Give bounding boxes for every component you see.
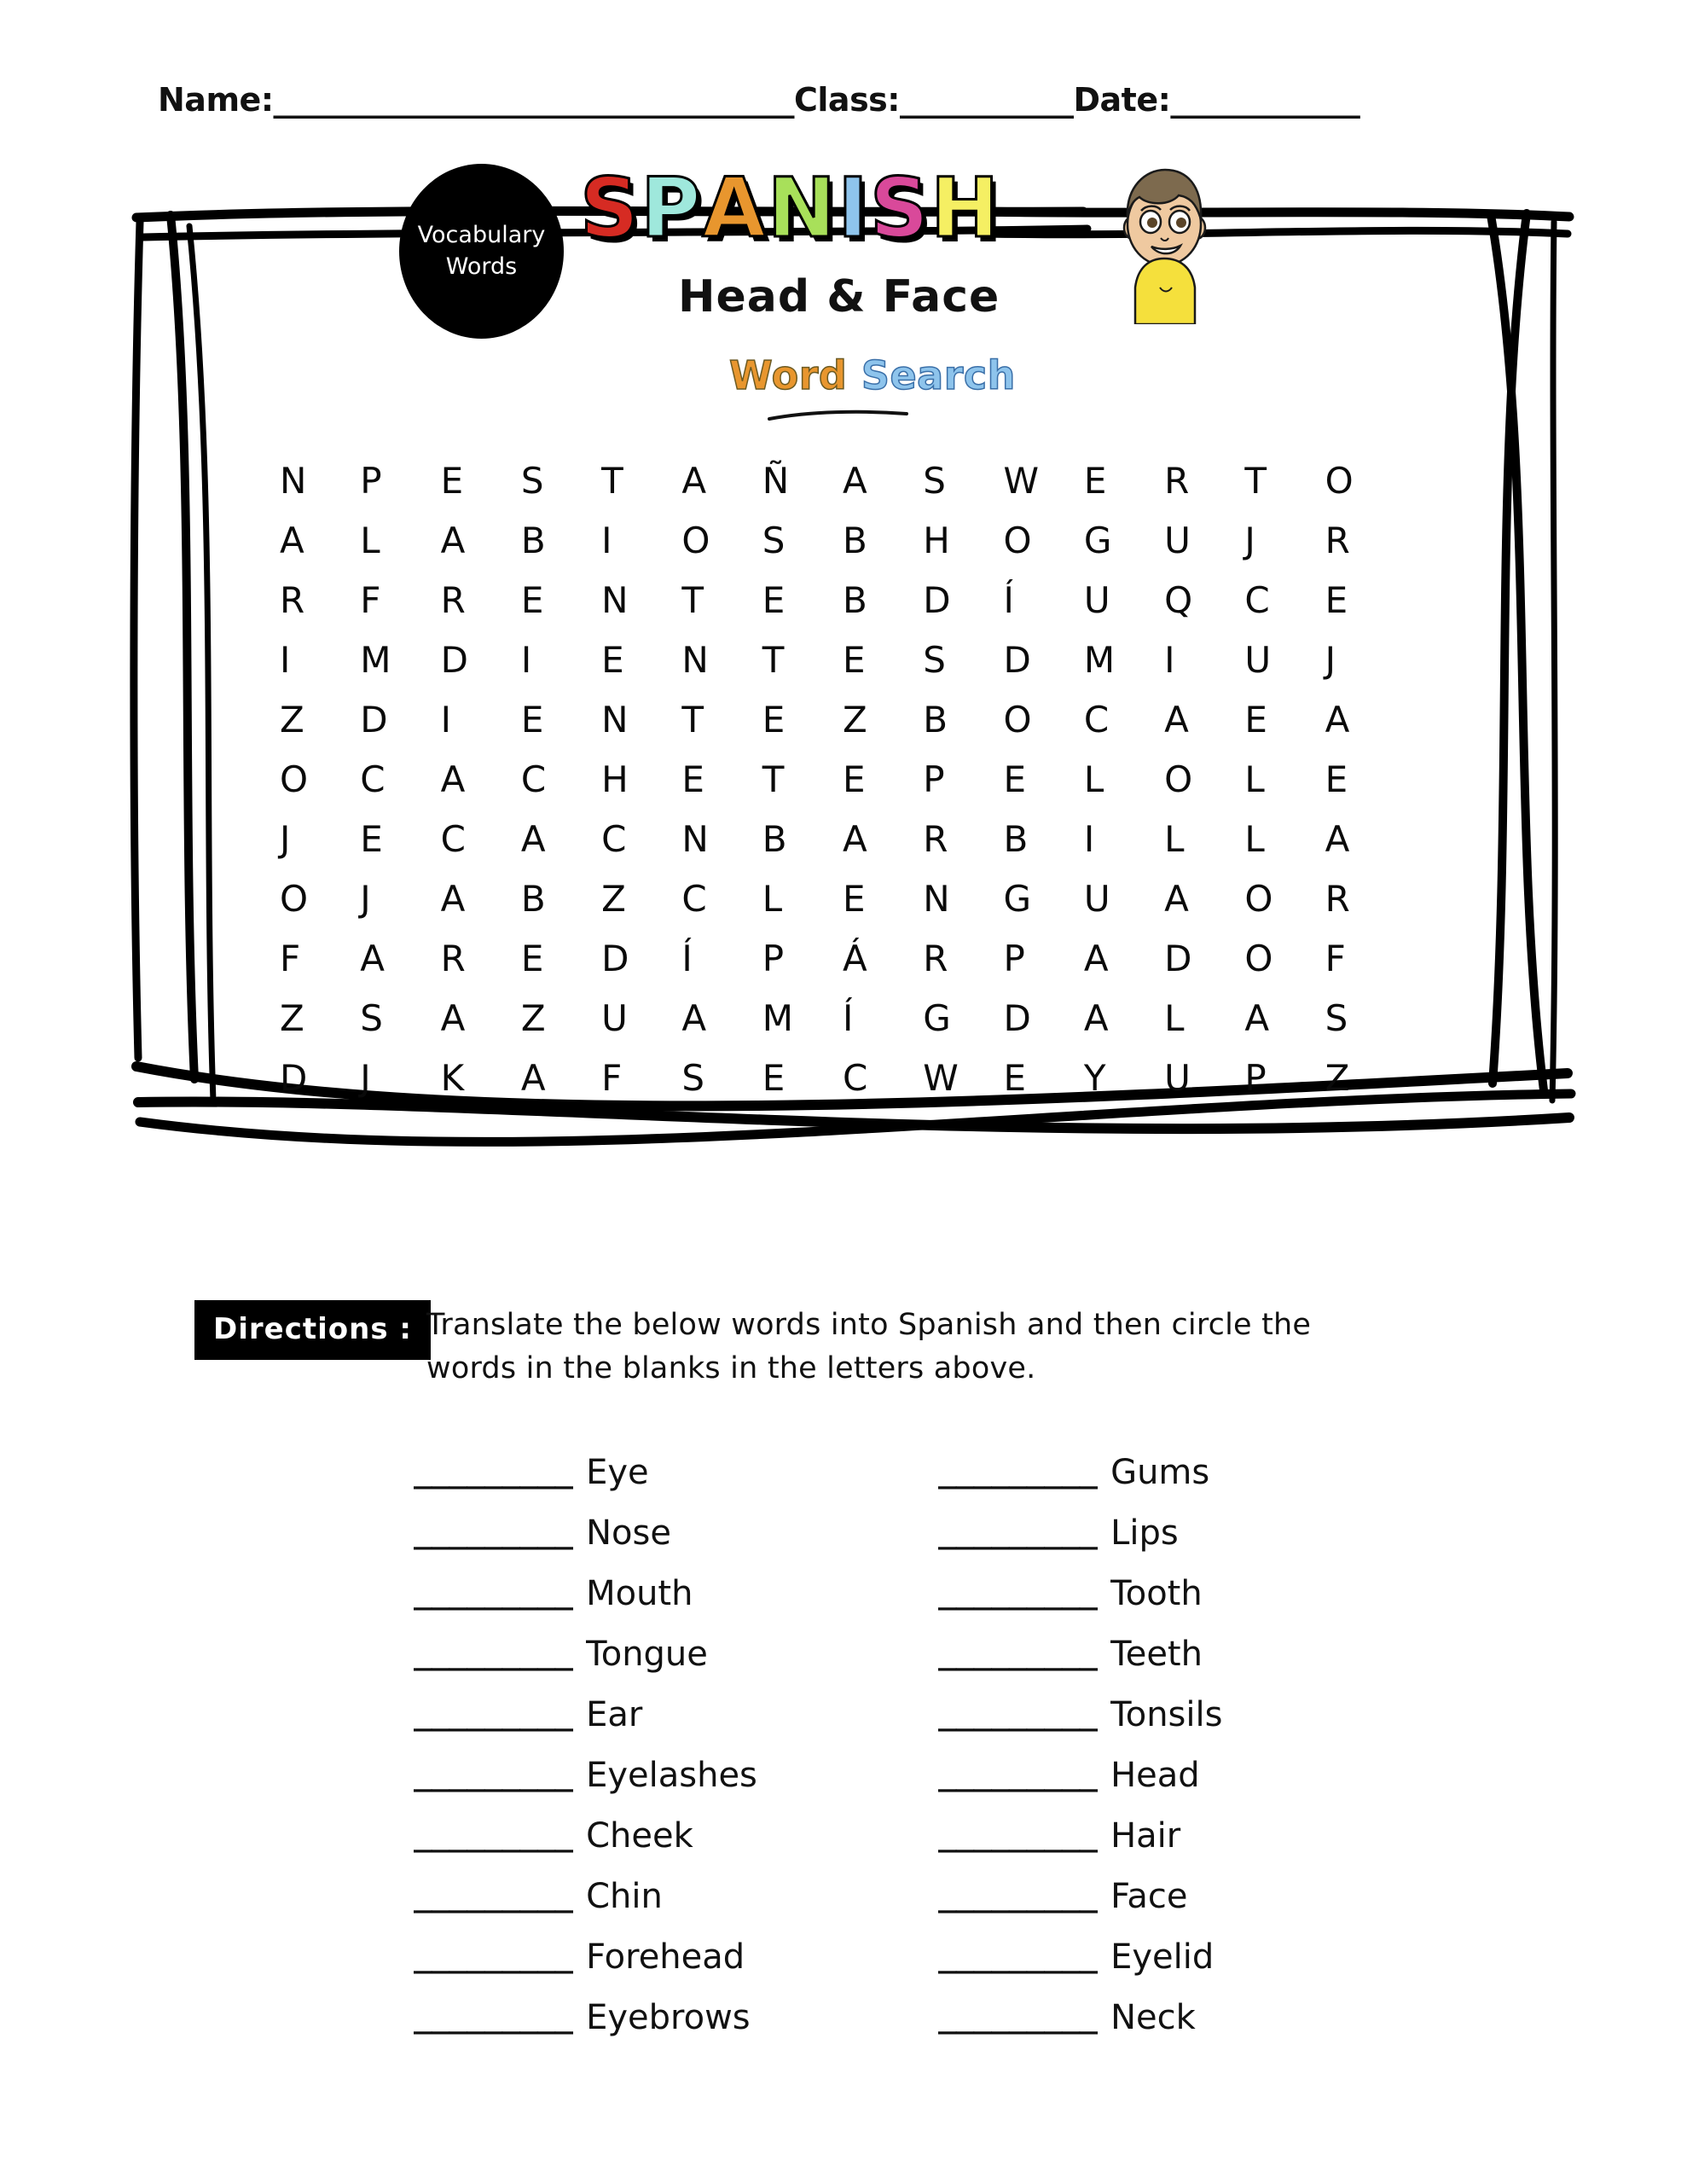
grid-cell-5-1[interactable]: C <box>360 758 386 800</box>
word-label-right-0: Gums <box>1110 1452 1210 1492</box>
grid-cell-4-11[interactable]: A <box>1164 698 1189 741</box>
answer-blank-left-3[interactable]: _________ <box>414 1636 573 1671</box>
word-label-left-0: Eye <box>586 1452 649 1492</box>
grid-cell-4-12[interactable]: E <box>1244 698 1267 741</box>
page-title <box>580 160 1000 256</box>
answer-blank-right-5[interactable]: _________ <box>938 1757 1098 1792</box>
grid-cell-3-13[interactable]: J <box>1325 638 1336 681</box>
page-subtitle: Head & Face <box>678 271 1000 322</box>
grid-cell-5-12[interactable]: L <box>1244 758 1265 800</box>
title-letter-0: S <box>580 160 641 256</box>
answer-blank-left-9[interactable]: _________ <box>414 2000 573 2035</box>
grid-cell-4-0[interactable]: Z <box>280 698 304 741</box>
grid-cell-7-0[interactable]: O <box>280 877 309 920</box>
grid-cell-5-2[interactable]: A <box>440 758 466 800</box>
word-label-left-4: Ear <box>586 1694 643 1734</box>
grid-cell-8-8[interactable]: R <box>923 937 948 979</box>
word-list-item <box>414 1442 840 1502</box>
grid-cell-10-7[interactable]: C <box>842 1056 868 1099</box>
word-label-right-1: Lips <box>1110 1513 1179 1553</box>
grid-cell-7-2[interactable]: A <box>440 877 466 920</box>
answer-blank-right-2[interactable]: _________ <box>938 1576 1098 1611</box>
word-label-left-2: Mouth <box>586 1573 693 1613</box>
grid-cell-7-9[interactable]: G <box>1003 877 1032 920</box>
title-letter-5: S <box>869 160 930 256</box>
grid-cell-9-1[interactable]: S <box>360 996 383 1039</box>
grid-cell-4-10[interactable]: C <box>1083 698 1110 741</box>
word-list-item <box>414 1866 840 1926</box>
grid-cell-8-10[interactable]: A <box>1083 937 1109 979</box>
grid-cell-6-11[interactable]: L <box>1164 817 1185 860</box>
grid-cell-3-7[interactable]: E <box>842 638 866 681</box>
grid-row <box>280 868 1406 928</box>
word-label-right-3: Teeth <box>1110 1634 1203 1674</box>
grid-cell-10-5[interactable]: S <box>681 1056 705 1099</box>
answer-blank-left-8[interactable]: _________ <box>414 1939 573 1974</box>
grid-cell-2-9[interactable]: Í <box>1003 578 1014 621</box>
grid-cell-5-5[interactable]: E <box>681 758 704 800</box>
grid-cell-4-7[interactable]: Z <box>842 698 867 741</box>
answer-blank-right-7[interactable]: _________ <box>938 1879 1098 1914</box>
grid-cell-10-2[interactable]: K <box>440 1056 465 1099</box>
grid-cell-1-10[interactable]: G <box>1083 519 1112 561</box>
grid-cell-9-4[interactable]: U <box>601 996 628 1039</box>
grid-cell-8-2[interactable]: R <box>440 937 466 979</box>
grid-cell-0-5[interactable]: A <box>681 459 707 502</box>
word-list-item <box>938 1442 1365 1502</box>
grid-cell-3-3[interactable]: I <box>520 638 532 681</box>
grid-cell-1-13[interactable]: R <box>1325 519 1350 561</box>
grid-cell-9-11[interactable]: L <box>1164 996 1185 1039</box>
grid-cell-7-13[interactable]: R <box>1325 877 1350 920</box>
grid-cell-8-1[interactable]: A <box>360 937 386 979</box>
word-label-right-9: Neck <box>1110 1997 1196 2037</box>
grid-cell-9-6[interactable]: M <box>762 996 793 1039</box>
word-label-right-5: Head <box>1110 1755 1200 1795</box>
grid-cell-2-5[interactable]: T <box>681 578 704 621</box>
grid-cell-1-2[interactable]: A <box>440 519 466 561</box>
answer-blank-right-6[interactable]: _________ <box>938 1818 1098 1853</box>
word-list-right-column <box>938 1442 1365 2048</box>
grid-cell-8-4[interactable]: D <box>601 937 629 979</box>
grid-cell-6-12[interactable]: L <box>1244 817 1265 860</box>
grid-cell-6-3[interactable]: A <box>520 817 546 860</box>
grid-cell-6-0[interactable]: J <box>280 817 291 860</box>
grid-cell-3-4[interactable]: E <box>601 638 624 681</box>
grid-cell-0-13[interactable]: O <box>1325 459 1354 502</box>
directions-label: Directions : <box>194 1300 431 1360</box>
word-list-item <box>938 1926 1365 1987</box>
grid-cell-0-12[interactable]: T <box>1244 459 1267 502</box>
grid-cell-1-11[interactable]: U <box>1164 519 1191 561</box>
grid-cell-9-9[interactable]: D <box>1003 996 1031 1039</box>
grid-cell-0-2[interactable]: E <box>440 459 464 502</box>
grid-row <box>280 510 1406 570</box>
grid-cell-9-12[interactable]: A <box>1244 996 1270 1039</box>
grid-cell-1-1[interactable]: L <box>360 519 380 561</box>
grid-cell-7-3[interactable]: B <box>520 877 546 920</box>
grid-cell-5-0[interactable]: O <box>280 758 309 800</box>
grid-cell-7-6[interactable]: L <box>762 877 783 920</box>
grid-cell-1-6[interactable]: S <box>762 519 786 561</box>
grid-cell-1-7[interactable]: B <box>842 519 867 561</box>
word-label-right-6: Hair <box>1110 1815 1181 1856</box>
grid-cell-3-0[interactable]: I <box>280 638 291 681</box>
answer-blank-left-7[interactable]: _________ <box>414 1879 573 1914</box>
grid-cell-9-5[interactable]: A <box>681 996 707 1039</box>
grid-cell-3-1[interactable]: M <box>360 638 391 681</box>
grid-cell-7-12[interactable]: O <box>1244 877 1273 920</box>
grid-cell-10-4[interactable]: F <box>601 1056 623 1099</box>
grid-cell-1-8[interactable]: H <box>923 519 950 561</box>
grid-cell-0-6[interactable]: Ñ <box>762 459 790 502</box>
grid-cell-5-10[interactable]: L <box>1083 758 1104 800</box>
grid-cell-6-1[interactable]: E <box>360 817 383 860</box>
grid-cell-9-7[interactable]: Í <box>842 996 854 1039</box>
directions-text: Translate the below words into Spanish and then circle the words in the blanks in the letters above. <box>426 1308 1312 1385</box>
grid-cell-4-13[interactable]: A <box>1325 698 1350 741</box>
word-label-right-2: Tooth <box>1110 1573 1203 1613</box>
grid-row <box>280 689 1406 749</box>
grid-cell-10-11[interactable]: U <box>1164 1056 1191 1099</box>
word-label-left-8: Forehead <box>586 1937 745 1977</box>
word-list-item <box>938 1502 1365 1563</box>
grid-cell-2-4[interactable]: N <box>601 578 629 621</box>
grid-cell-10-0[interactable]: D <box>280 1056 308 1099</box>
grid-cell-8-5[interactable]: Í <box>681 937 693 979</box>
grid-cell-6-2[interactable]: C <box>440 817 466 860</box>
grid-cell-4-8[interactable]: B <box>923 698 948 741</box>
word-list-item <box>414 1745 840 1805</box>
word-list-item <box>938 1623 1365 1684</box>
grid-cell-4-9[interactable]: O <box>1003 698 1032 741</box>
word-list-item <box>938 1745 1365 1805</box>
grid-cell-4-3[interactable]: E <box>520 698 544 741</box>
word-list-item <box>414 1623 840 1684</box>
answer-blank-right-3[interactable]: _________ <box>938 1636 1098 1671</box>
grid-cell-10-8[interactable]: W <box>923 1056 959 1099</box>
grid-cell-5-3[interactable]: C <box>520 758 547 800</box>
word-label-left-1: Nose <box>586 1513 671 1553</box>
word-list-item <box>938 1684 1365 1745</box>
word-list-item <box>414 1563 840 1623</box>
grid-cell-0-0[interactable]: N <box>280 459 307 502</box>
grid-cell-2-1[interactable]: F <box>360 578 381 621</box>
grid-cell-8-7[interactable]: Á <box>842 937 867 979</box>
grid-cell-5-7[interactable]: E <box>842 758 866 800</box>
grid-cell-8-3[interactable]: E <box>520 937 544 979</box>
grid-row <box>280 928 1406 988</box>
grid-cell-2-10[interactable]: U <box>1083 578 1110 621</box>
title-letter-3: N <box>767 160 838 256</box>
badge-line-1: Vocabulary <box>417 222 546 249</box>
word-list-item <box>414 1805 840 1866</box>
grid-cell-10-9[interactable]: E <box>1003 1056 1027 1099</box>
grid-cell-2-0[interactable]: R <box>280 578 305 621</box>
grid-cell-2-13[interactable]: E <box>1325 578 1348 621</box>
grid-cell-9-0[interactable]: Z <box>280 996 304 1039</box>
grid-row <box>280 749 1406 809</box>
answer-blank-left-1[interactable]: _________ <box>414 1515 573 1550</box>
grid-cell-3-11[interactable]: I <box>1164 638 1175 681</box>
word-label-left-6: Cheek <box>586 1815 693 1856</box>
grid-cell-7-5[interactable]: C <box>681 877 707 920</box>
grid-cell-2-11[interactable]: Q <box>1164 578 1193 621</box>
title-letter-1: P <box>641 160 703 256</box>
vocabulary-badge <box>399 164 564 339</box>
grid-cell-10-12[interactable]: P <box>1244 1056 1267 1099</box>
grid-cell-9-3[interactable]: Z <box>520 996 546 1039</box>
grid-row <box>280 1048 1406 1107</box>
grid-cell-0-1[interactable]: P <box>360 459 382 502</box>
grid-cell-2-8[interactable]: D <box>923 578 951 621</box>
grid-row <box>280 809 1406 868</box>
word-list-item <box>414 1926 840 1987</box>
grid-cell-5-8[interactable]: P <box>923 758 945 800</box>
title-letter-2: A <box>702 160 768 256</box>
grid-cell-2-6[interactable]: E <box>762 578 786 621</box>
answer-blank-right-4[interactable]: _________ <box>938 1697 1098 1732</box>
word-label-left-3: Tongue <box>586 1634 708 1674</box>
grid-cell-3-5[interactable]: N <box>681 638 709 681</box>
grid-cell-1-4[interactable]: I <box>601 519 612 561</box>
word-list-item <box>414 1502 840 1563</box>
student-info-line: Name:_________________________________Class:___________Date:____________ <box>158 81 1360 119</box>
word-search-search: Search <box>861 352 1016 398</box>
grid-cell-0-10[interactable]: E <box>1083 459 1107 502</box>
grid-cell-7-11[interactable]: A <box>1164 877 1189 920</box>
grid-cell-6-10[interactable]: I <box>1083 817 1095 860</box>
grid-cell-4-1[interactable]: D <box>360 698 388 741</box>
word-search-grid <box>280 450 1406 1107</box>
grid-cell-5-11[interactable]: O <box>1164 758 1193 800</box>
grid-cell-0-11[interactable]: R <box>1164 459 1190 502</box>
grid-cell-7-4[interactable]: Z <box>601 877 626 920</box>
answer-blank-left-2[interactable]: _________ <box>414 1576 573 1611</box>
grid-cell-4-2[interactable]: I <box>440 698 451 741</box>
answer-blank-left-4[interactable]: _________ <box>414 1697 573 1732</box>
word-list-item <box>414 1987 840 2048</box>
grid-cell-7-1[interactable]: J <box>360 877 371 920</box>
grid-cell-3-2[interactable]: D <box>440 638 468 681</box>
grid-cell-3-8[interactable]: S <box>923 638 946 681</box>
grid-cell-1-9[interactable]: O <box>1003 519 1032 561</box>
grid-cell-7-10[interactable]: U <box>1083 877 1110 920</box>
word-label-right-4: Tonsils <box>1110 1694 1223 1734</box>
word-search-underline <box>768 410 908 421</box>
title-letter-4: I <box>838 160 870 256</box>
grid-cell-0-3[interactable]: S <box>520 459 544 502</box>
grid-cell-2-7[interactable]: B <box>842 578 867 621</box>
grid-row <box>280 450 1406 510</box>
boy-face-icon <box>1107 158 1222 324</box>
grid-cell-10-6[interactable]: E <box>762 1056 786 1099</box>
word-list-item <box>938 1563 1365 1623</box>
word-label-left-9: Eyebrows <box>586 1997 751 2037</box>
grid-cell-7-8[interactable]: N <box>923 877 950 920</box>
grid-cell-6-7[interactable]: A <box>842 817 867 860</box>
grid-cell-3-10[interactable]: M <box>1083 638 1116 681</box>
grid-cell-10-10[interactable]: Y <box>1083 1056 1106 1099</box>
grid-cell-2-3[interactable]: E <box>520 578 544 621</box>
grid-cell-7-7[interactable]: E <box>842 877 866 920</box>
word-search-word: Word <box>729 352 848 398</box>
word-list-item <box>938 1805 1365 1866</box>
word-label-right-7: Face <box>1110 1876 1188 1916</box>
answer-blank-right-0[interactable]: _________ <box>938 1455 1098 1490</box>
grid-cell-1-5[interactable]: O <box>681 519 710 561</box>
word-list-item <box>938 1987 1365 2048</box>
grid-cell-4-4[interactable]: N <box>601 698 629 741</box>
word-label-left-7: Chin <box>586 1876 663 1916</box>
grid-cell-6-5[interactable]: N <box>681 817 709 860</box>
grid-cell-10-3[interactable]: A <box>520 1056 546 1099</box>
grid-cell-0-8[interactable]: S <box>923 459 946 502</box>
grid-cell-3-6[interactable]: T <box>762 638 785 681</box>
answer-blank-left-0[interactable]: _________ <box>414 1455 573 1490</box>
badge-line-2: Words <box>445 253 518 280</box>
grid-row <box>280 630 1406 689</box>
grid-row <box>280 570 1406 630</box>
grid-cell-6-8[interactable]: R <box>923 817 948 860</box>
grid-cell-0-4[interactable]: T <box>601 459 623 502</box>
grid-cell-10-13[interactable]: Z <box>1325 1056 1350 1099</box>
grid-cell-9-10[interactable]: A <box>1083 996 1109 1039</box>
grid-cell-1-0[interactable]: A <box>280 519 304 561</box>
grid-cell-5-6[interactable]: T <box>762 758 785 800</box>
grid-cell-5-9[interactable]: E <box>1003 758 1027 800</box>
word-search-label <box>729 352 1016 398</box>
grid-cell-9-8[interactable]: G <box>923 996 951 1039</box>
grid-cell-0-9[interactable]: W <box>1003 459 1040 502</box>
word-list-item <box>938 1866 1365 1926</box>
word-list <box>414 1442 1394 2048</box>
grid-cell-5-4[interactable]: H <box>601 758 629 800</box>
answer-blank-right-8[interactable]: _________ <box>938 1939 1098 1974</box>
answer-blank-right-9[interactable]: _________ <box>938 2000 1098 2035</box>
answer-blank-right-1[interactable]: _________ <box>938 1515 1098 1550</box>
grid-row <box>280 988 1406 1048</box>
grid-cell-1-3[interactable]: B <box>520 519 546 561</box>
word-list-left-column <box>414 1442 840 2048</box>
grid-cell-8-12[interactable]: O <box>1244 937 1273 979</box>
grid-cell-8-13[interactable]: F <box>1325 937 1346 979</box>
grid-cell-8-0[interactable]: F <box>280 937 301 979</box>
grid-cell-3-9[interactable]: D <box>1003 638 1031 681</box>
grid-cell-6-6[interactable]: B <box>762 817 787 860</box>
grid-cell-6-9[interactable]: B <box>1003 817 1029 860</box>
grid-cell-4-6[interactable]: E <box>762 698 786 741</box>
grid-cell-2-12[interactable]: C <box>1244 578 1270 621</box>
grid-cell-8-6[interactable]: P <box>762 937 785 979</box>
answer-blank-left-6[interactable]: _________ <box>414 1818 573 1853</box>
grid-cell-4-5[interactable]: T <box>681 698 704 741</box>
grid-cell-9-2[interactable]: A <box>440 996 466 1039</box>
title-letter-6: H <box>930 160 1001 256</box>
grid-cell-6-13[interactable]: A <box>1325 817 1350 860</box>
word-list-item <box>414 1684 840 1745</box>
grid-cell-2-2[interactable]: R <box>440 578 466 621</box>
grid-cell-0-7[interactable]: A <box>842 459 867 502</box>
word-label-left-5: Eyelashes <box>586 1755 757 1795</box>
answer-blank-left-5[interactable]: _________ <box>414 1757 573 1792</box>
grid-cell-9-13[interactable]: S <box>1325 996 1348 1039</box>
grid-cell-8-11[interactable]: D <box>1164 937 1192 979</box>
grid-cell-1-12[interactable]: J <box>1244 519 1255 561</box>
grid-cell-5-13[interactable]: E <box>1325 758 1348 800</box>
word-label-right-8: Eyelid <box>1110 1937 1215 1977</box>
grid-cell-8-9[interactable]: P <box>1003 937 1025 979</box>
grid-cell-6-4[interactable]: C <box>601 817 627 860</box>
grid-cell-3-12[interactable]: U <box>1244 638 1272 681</box>
grid-cell-10-1[interactable]: J <box>360 1056 371 1099</box>
